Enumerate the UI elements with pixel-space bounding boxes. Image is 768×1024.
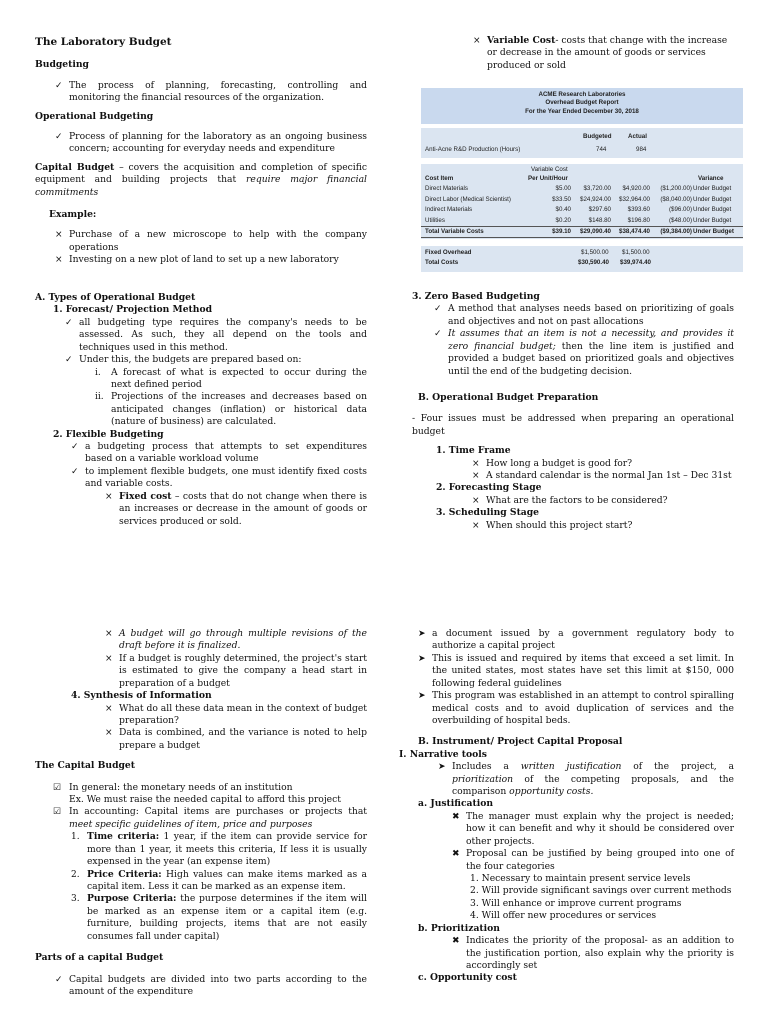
arrow-bullet-icon: ➤ <box>418 653 426 664</box>
arrow-bullet-icon: ➤ <box>438 762 446 773</box>
forecasting-point: What are the factors to be considered? <box>486 494 668 506</box>
cost-cell-budget: $297.60 <box>588 206 611 213</box>
zero-based-section <box>412 291 734 532</box>
cost-row <box>421 205 743 215</box>
cost-cell-status: Under Budget <box>693 216 732 224</box>
flexible-point: a budgeting process that attempts to set expenditures based on a variable workload volume <box>85 441 367 465</box>
cost-cell-unit: $5.00 <box>555 185 571 192</box>
x-bullet-icon: × <box>105 653 113 664</box>
cost-row <box>421 216 743 226</box>
types-section <box>35 292 367 528</box>
x-bullet-icon: ✖ <box>452 811 460 822</box>
zero-based-point: It assumes that an item is not a necessity, and provides it zero financial budget; then the line item is justified and provided a budget based on prioritized goals and objectives until the end of the budgeting decision. <box>448 328 734 377</box>
capital-point: In accounting: Capital items are purchases or projects that meet specific guidelines of item, price and purposes <box>69 806 367 830</box>
check-icon: ✓ <box>65 317 73 328</box>
forecast-point: all budgeting type requires the company's needs to be assessed. As such, they all depend on the tools and techniques used in this method. <box>79 316 367 353</box>
check-icon: ✓ <box>434 329 442 340</box>
cost-cell-item: Direct Materials <box>425 185 468 192</box>
purpose-criteria: Purpose Criteria: the purpose determines if the item will be marked as an expense item or a capital item (e.g. furniture, building projects, items that are not easily consumes fall under capital) <box>87 893 367 942</box>
report-header <box>421 88 743 124</box>
check-icon: ✓ <box>55 974 63 985</box>
variable-cost-point: Variable Cost- costs that change with the increase or decrease in the amount of goods or services produced or sold <box>487 35 728 71</box>
narrative-heading: I. Narrative tools <box>399 748 487 760</box>
prep-heading: B. Operational Budget Preparation <box>418 391 599 403</box>
arrow-bullet-icon: ➤ <box>418 629 426 639</box>
left-bottom-column <box>35 628 367 998</box>
time-frame-heading: 1. Time Frame <box>436 445 511 457</box>
example-item: Investing on a new plot of land to set up a new laboratory <box>69 254 339 266</box>
x-bullet-icon: × <box>473 36 481 46</box>
production-budgeted: 744 <box>596 146 607 153</box>
fixed-actual: $1,500.00 <box>622 249 650 256</box>
total-costs-label: Total Costs <box>425 259 459 266</box>
price-criteria: Price Criteria: High values can make items marked as a capital item. Less it can be marked as an expense item. <box>87 868 367 893</box>
operational-point: Process of planning for the laboratory as an ongoing business concern; accounting for everyday needs and expenditure <box>69 130 367 155</box>
totals-section <box>421 246 743 272</box>
x-bullet-icon: × <box>55 255 63 266</box>
cost-cell-unit: $0.40 <box>555 206 571 213</box>
cost-cell-actual: $196.80 <box>627 216 650 224</box>
time-criteria: Time criteria: 1 year, if the item can provide service for more than 1 year, it meets this criteria, If less it is usually expensed in the year (an expense item) <box>87 831 367 868</box>
prioritization-point: Indicates the priority of the proposal- as an addition to the justification portion, also explain why the priority is accordingly set <box>466 935 734 971</box>
variable-cost-header: Variable Cost <box>531 166 568 173</box>
justification-point: Proposal can be justified by being grouped into one of the four categories <box>466 848 734 872</box>
justification-heading: a. Justification <box>418 798 494 810</box>
cost-cell-actual: $4,920.00 <box>622 185 650 192</box>
x-bullet-icon: × <box>55 230 63 241</box>
overhead-budget-report <box>421 88 743 275</box>
cost-cell-var: ($96.00) <box>668 206 692 213</box>
fixed-budget: $1,500.00 <box>581 249 609 256</box>
prep-text: - Four issues must be addressed when preparing an operational budget <box>412 413 734 437</box>
cost-cell-item: Direct Labor (Medical Scientist) <box>425 195 511 203</box>
forecast-point: Under this, the budgets are prepared based on: <box>79 354 302 366</box>
example-heading: Example: <box>49 208 97 220</box>
forecast-heading: 1. Forecast/ Projection Method <box>53 304 213 316</box>
variable-cost-block <box>473 35 735 72</box>
report-name: Overhead Budget Report <box>545 99 619 107</box>
x-bullet-icon: × <box>472 520 480 531</box>
cost-cell-unit: $0.20 <box>555 216 571 224</box>
x-bullet-icon: × <box>472 495 480 506</box>
fixed-overhead-label: Fixed Overhead <box>425 249 472 256</box>
capital-budget-heading: The Capital Budget <box>35 760 136 772</box>
cost-cell-status: Under Budget <box>693 228 734 235</box>
cost-cell-status: Under Budget <box>693 206 732 213</box>
cost-cell-budget: $24,924.00 <box>580 195 611 203</box>
production-actual: 984 <box>636 146 647 153</box>
cost-cell-unit: $39.10 <box>552 228 571 235</box>
page-title: The Laboratory Budget <box>35 36 172 48</box>
budgeting-heading: Budgeting <box>35 59 89 71</box>
cost-cell-status: Under Budget <box>693 185 732 192</box>
check-icon: ✓ <box>55 80 63 91</box>
check-icon: ✓ <box>71 466 79 477</box>
justification-point: The manager must explain why the project is needed; how it can benefit and why it should be considered over other projects. <box>466 810 734 847</box>
x-bullet-icon: × <box>105 703 113 714</box>
check-icon: ✓ <box>55 131 63 142</box>
zero-based-heading: 3. Zero Based Budgeting <box>412 291 540 302</box>
proposal-heading: B. Instrument/ Project Capital Proposal <box>418 736 623 748</box>
scheduling-note: A budget will go through multiple revisions of the draft before it is finalized. <box>119 628 367 652</box>
cost-cell-var: ($1,200.00) <box>660 185 692 192</box>
roman-numeral: ii. <box>95 392 104 403</box>
x-bullet-icon: × <box>105 629 113 639</box>
roman-numeral: i. <box>95 367 101 378</box>
cost-cell-var: ($48.00) <box>668 216 692 224</box>
cost-row <box>421 184 743 194</box>
checkbox-icon: ☑ <box>53 782 62 793</box>
forecasting-stage-heading: 2. Forecasting Stage <box>436 482 542 494</box>
parts-heading: Parts of a capital Budget <box>35 952 164 964</box>
category-item: 3. Will enhance or improve current programs <box>470 897 682 909</box>
cost-cell-status: Under Budget <box>693 195 732 203</box>
criteria-number: 3. <box>71 894 80 905</box>
cost-cell-actual: $32,964.00 <box>619 195 650 203</box>
zero-based-point: A method that analyses needs based on prioritizing of goals and objectives and not on past allocations <box>448 303 734 327</box>
report-org: ACME Research Laboratories <box>538 91 626 98</box>
synthesis-point: What do all these data mean in the context of budget preparation? <box>119 702 367 726</box>
cost-table <box>421 164 743 239</box>
cost-cell-var: ($8,040.00) <box>660 195 692 203</box>
variance-header: Variance <box>698 175 724 182</box>
col-actual: Actual <box>628 133 647 140</box>
x-bullet-icon: ✖ <box>452 936 460 947</box>
check-icon: ✓ <box>71 442 79 453</box>
production-section <box>421 128 743 158</box>
parts-point: Capital budgets are divided into two parts according to the amount of the expenditure <box>69 973 367 997</box>
cost-cell-actual: $38,474.40 <box>619 228 650 235</box>
checkbox-icon: ☑ <box>53 807 62 818</box>
narrative-point: Includes a written justification of the project, a prioritization of the competing proposals, and the comparison opportunity costs. <box>452 761 734 798</box>
scheduling-point: When should this project start? <box>486 519 633 531</box>
time-frame-point: A standard calendar is the normal Jan 1st – Dec 31st <box>486 470 732 482</box>
cost-row <box>421 226 743 238</box>
forecast-subpoint: Projections of the increases and decreases based on anticipated changes (inflation) or historical data (nature of business) are calculated. <box>111 391 367 428</box>
flexible-heading: 2. Flexible Budgeting <box>53 428 164 440</box>
fixed-cost-point: Fixed cost – costs that do not change when there is an increases or decrease in the amount of goods or services produced or sold. <box>119 490 367 527</box>
scheduling-note: If a budget is roughly determined, the project's start is estimated to give the company a head start in preparation of a budget <box>119 652 367 689</box>
cost-item-header: Cost Item <box>425 175 454 182</box>
flexible-point: to implement flexible budgets, one must identify fixed costs and variable costs. <box>85 465 367 490</box>
cost-cell-unit: $33.50 <box>552 195 571 203</box>
x-bullet-icon: ✖ <box>452 849 460 860</box>
cost-cell-var: ($9,384.00) <box>660 228 692 235</box>
prioritization-heading: b. Prioritization <box>418 922 500 934</box>
category-item: 1. Necessary to maintain present service levels <box>470 873 691 885</box>
time-frame-point: How long a budget is good for? <box>486 457 633 469</box>
total-actual: $39,974.40 <box>620 259 651 266</box>
production-label: Anti-Acne R&D Production (Hours) <box>425 146 521 153</box>
cost-cell-budget: $148.80 <box>588 216 611 224</box>
capital-budget-definition: Capital Budget – covers the acquisition and completion of specific equipment and building projects that require major financial commitments <box>35 161 367 198</box>
types-heading: A. Types of Operational Budget <box>35 292 196 303</box>
x-bullet-icon: × <box>105 491 113 502</box>
left-top-column <box>35 35 367 267</box>
synthesis-heading: 4. Synthesis of Information <box>71 690 212 702</box>
cost-cell-actual: $393.60 <box>627 206 650 213</box>
category-item: 4. Will offer new procedures or services <box>470 910 657 922</box>
cost-cell-budget: $3,720.00 <box>583 185 611 192</box>
con-point: This is issued and required by items that exceed a set limit. In the united states, most states have set this limit at $150, 000 following federal guidelines <box>432 652 734 689</box>
right-bottom-column <box>399 628 734 985</box>
operational-budgeting-heading: Operational Budgeting <box>35 111 154 123</box>
opportunity-cost-heading: c. Opportunity cost <box>418 972 517 984</box>
con-point: This program was established in an attempt to control spiralling medical costs and to avoid duplication of services and the overbuilding of hospital beds. <box>432 690 734 726</box>
total-budget: $30,590.40 <box>578 259 609 266</box>
cost-cell-item: Indirect Materials <box>425 206 473 213</box>
check-icon: ✓ <box>65 355 73 366</box>
col-budgeted: Budgeted <box>583 133 612 140</box>
capital-point: In general: the monetary needs of an institution Ex. We must raise the needed capital to afford this project <box>69 781 341 806</box>
per-unit-header: Per Unit/Hour <box>528 175 568 182</box>
x-bullet-icon: × <box>472 458 480 469</box>
example-item: Purchase of a new microscope to help with the company operations <box>69 229 367 253</box>
con-point: a document issued by a government regulatory body to authorize a capital project <box>432 628 734 652</box>
synthesis-point: Data is combined, and the variance is noted to help prepare a budget <box>119 727 367 751</box>
cost-cell-item: Total Variable Costs <box>425 228 484 235</box>
check-icon: ✓ <box>434 304 442 315</box>
criteria-number: 1. <box>71 832 80 843</box>
report-period: For the Year Ended December 30, 2018 <box>525 107 639 115</box>
cost-cell-budget: $29,090.40 <box>580 228 611 235</box>
criteria-number: 2. <box>71 869 80 880</box>
x-bullet-icon: × <box>105 728 113 739</box>
arrow-bullet-icon: ➤ <box>418 691 426 702</box>
budgeting-point: The process of planning, forecasting, controlling and monitoring the financial resources of the organization. <box>69 79 367 104</box>
category-item: 2. Will provide significant savings over current methods <box>470 885 732 897</box>
scheduling-stage-heading: 3. Scheduling Stage <box>436 507 540 519</box>
cost-row <box>421 195 743 205</box>
x-bullet-icon: × <box>472 471 480 482</box>
forecast-subpoint: A forecast of what is expected to occur during the next defined period <box>111 366 367 390</box>
cost-cell-item: Utilities <box>425 216 445 224</box>
